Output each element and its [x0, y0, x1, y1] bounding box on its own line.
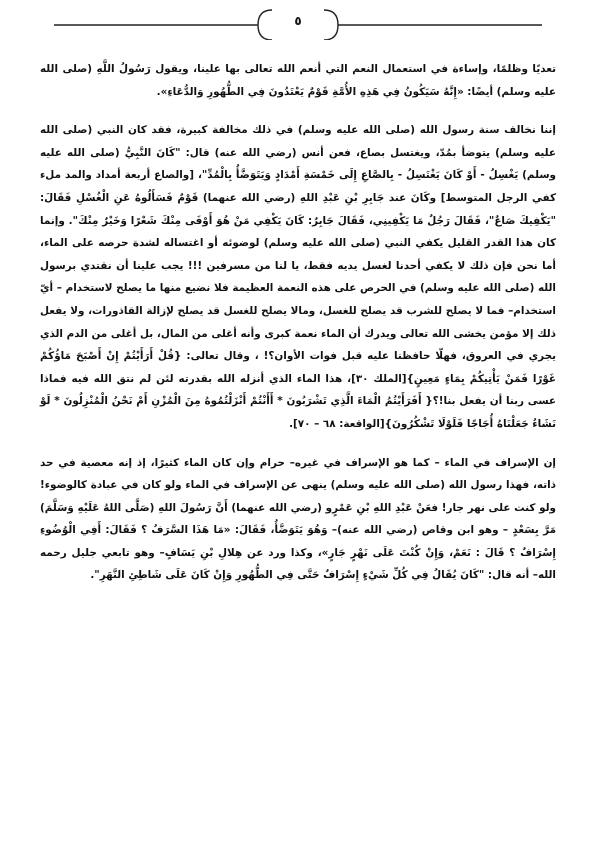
page-header: [40, 8, 556, 40]
paragraph-3: إن الإسراف في الماء – كما هو الإسراف في غيره– حرام وإن كان الماء كثيرًا، إذ إنه معصية في حد ذاته، فهذا رسول الله (صلى الله عليه وسلم) ينهى عن الإسراف في الماء ولو كان في عبادة كالوضوء! ولو كنت على نهر جار! فعَنْ عَبْدِ اللهِ بْنِ عَمْرٍو (رضي الله عنهما) أَنَّ رَسُولَ اللهِ (صَلَّى اللهُ عَلَيْهِ وَسَلَّمَ) مَرَّ بِسَعْدٍ – وهو ابن وقاص (رضي الله عنه)– وَهُوَ يَتَوَضَّأُ، فَقَالَ: «مَا هَذَا السَّرَفُ ؟ فَقَالَ: أَفِي الْوُضُوءِ إِسْرَافٌ ؟ قَالَ : نَعَمْ، وَإِنْ كُنْتَ عَلَى نَهْرٍ جَارٍ»، وكذا ورد عن هِلالِ بْنِ يَسَافٍ– وهو تابعي جليل رحمه الله– أنه قال: "كَانَ يُقَالُ فِي كُلِّ شَيْءٍ إِسْرَافٌ حَتَّى فِي الطُّهُورِ وَإِنْ كَانَ عَلَى شَاطِئِ النَّهَرِ".: [40, 456, 556, 582]
paragraph-2: إننا نخالف سنة رسول الله (صلى الله عليه وسلم) في ذلك مخالفة كبيرة، فقد كان النبي (صلى الله عليه وسلم) يتوضأ بمُدّ، ويغتسل بصاع، فعن أنس (رضي الله عنه) قال: "كَانَ النَّبِيُّ (صلى الله عليه وسلم) يَغْسِلُ - أَوْ كَانَ يَغْتَسِلُ - بِالصَّاعِ إِلَى خَمْسَةِ أَمْدَادٍ وَيَتَوَضَّأُ بِالْمُدِّ"، [والصاع أربعة أمداد والمد ملء كفي الرجل المتوسط] وكَانَ عند جَابِرِ بْنِ عَبْدِ اللهِ (رضي الله عنهما) قَوْمٌ فَسَأَلُوهُ عَنِ الْغُسْلِ فَقَالَ: "يَكْفِيكَ صَاعٌ"، فَقَالَ رَجُلٌ مَا يَكْفِينِي، فَقَالَ جَابِرٌ: كَانَ يَكْفِي مَنْ هُوَ أَوْفَى مِنْكَ شَعْرًا وَخَيْرٌ مِنْكَ". وإنما كان هذا القدر القليل يكفي النبي (صلى الله عليه وسلم) لوضوئه أو اغتساله لشدة حرصه على الماء، أما نحن فإن ذلك لا يكفي أحدنا لغسل يديه فقط، يا لنا من مسرفين !!! يجب علينا أن نقتدي برسول الله (صلى الله عليه وسلم) في الحرص على هذه النعمة العظيمة فلا نضيع منها ما يصلح لاستخدام – أيّ استخدام– فما لا يصلح للشرب قد يصلح للغسل، ومالا يصلح للغسل قد يصلح لإزالة القاذورات، ولا يفعل ذلك إلا مؤمن يخشى الله تعالى ويدرك أن الماء نعمة كبرى وأنه أغلى من المال، بل أغلى من الدم الذي يجري في العروق، فهلّا حافظنا عليه قبل فوات الأوان؟! ، وقال تعالى: {قُلْ أَرَأَيْتُمْ إِنْ أَصْبَحَ مَاؤُكُمْ غَوْرًا فَمَنْ يَأْتِيكُمْ بِمَاءٍ مَعِينٍ}[الملك ٣٠]، هذا الماء الذي أنزله الله بقدرته لئن لم نتق الله فيه فماذا عسى ربنا أن يفعل بنا!؟{ أَفَرَأَيْتُمُ الْمَاءَ الَّذِي تَشْرَبُونَ * أَأَنْتُمْ أَنْزَلْتُمُوهُ مِنَ الْمُزْنِ أَمْ نَحْنُ الْمُنْزِلُونَ * لَوْ نَشَاءُ جَعَلْنَاهُ أُجَاجًا فَلَوْلَا تَشْكُرُونَ}[الواقعة: ٦٨ – ٧٠].: [40, 124, 556, 430]
page-body: [40, 58, 556, 601]
page-number: ٥: [294, 14, 302, 28]
paragraph-1: تعديًا وظلمًا، وإساءة في استعمال النعم التي أنعم الله تعالى بها علينا، ويقول رَسُولُ اللَّهِ (صلى الله عليه وسلم) أيضًا: «إِنَّهُ سَيَكُونُ فِي هَذِهِ الأُمَّةِ قَوْمٌ يَعْتَدُونَ فِي الطُّهُورِ وَالدُّعَاءِ».: [40, 63, 556, 98]
